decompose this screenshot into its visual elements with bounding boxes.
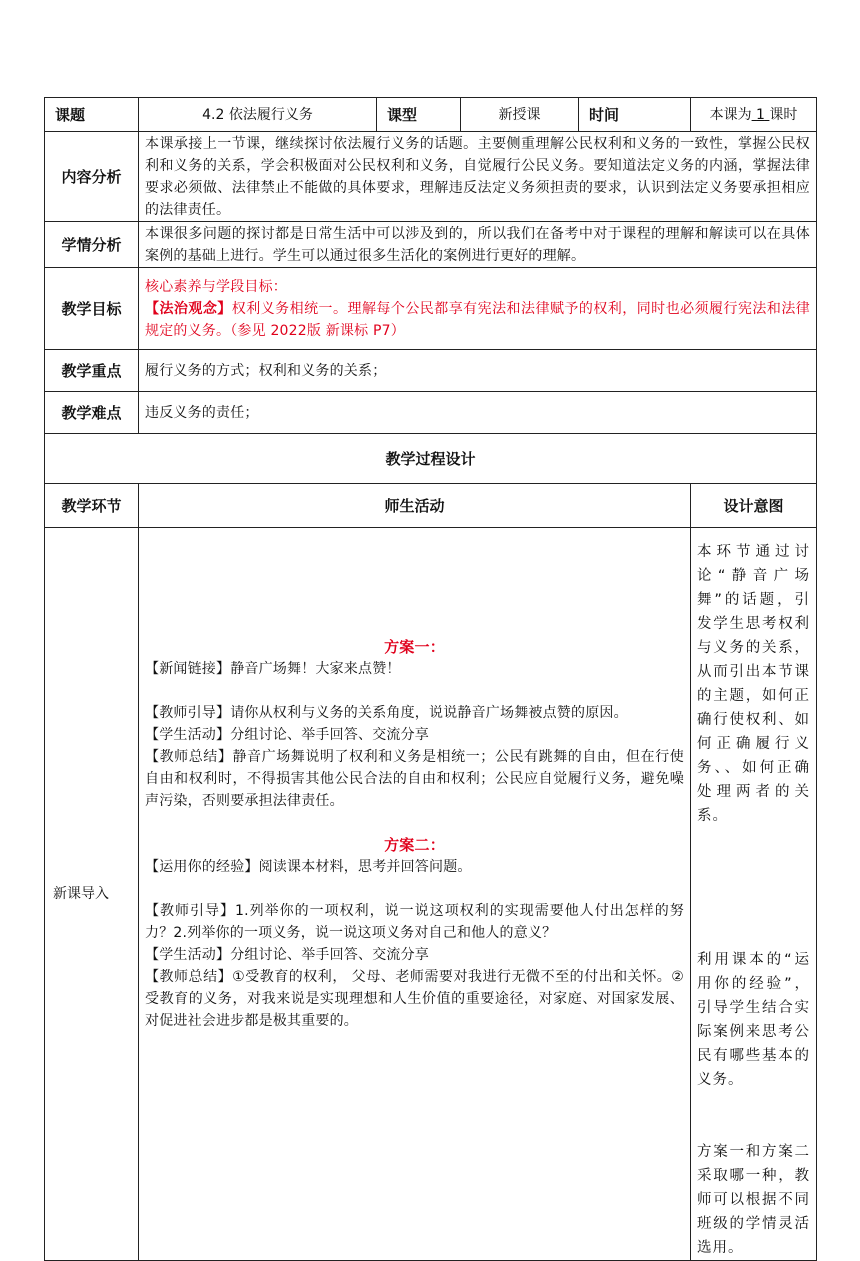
plan1-title: 方案一： xyxy=(384,638,445,656)
time-prefix: 本课为 xyxy=(709,106,752,123)
content-analysis-row xyxy=(45,132,817,222)
plan1-guide-text: 请你从权利与义务的关系角度，说说静音广场舞被点赞的原因。 xyxy=(230,705,628,721)
teaching-goals-row xyxy=(45,268,817,350)
col-stage-header: 教学环节 xyxy=(45,484,139,528)
plan2-summary-text: ①受教育的权利， 父母、老师需要对我进行无微不至的付出和关怀。②受教育的义务，对我来说是实现理想和人生价值的重要途径，对家庭、对国家发展、对促进社会进步都是极其重要的。 xyxy=(145,969,684,1029)
teaching-goals-label: 教学目标 xyxy=(45,268,139,350)
plan2-summary-tag: 【教师总结】 xyxy=(145,969,233,985)
difficulties-row xyxy=(45,392,817,434)
plan1-activity xyxy=(145,724,684,746)
time-value xyxy=(691,98,817,132)
plan1-activity-tag: 【学生活动】 xyxy=(145,727,231,743)
teaching-goals-text xyxy=(139,268,817,350)
time-suffix: 课时 xyxy=(769,106,798,123)
col-activity-header: 师生活动 xyxy=(139,484,691,528)
learner-analysis-label: 学情分析 xyxy=(45,222,139,268)
time-count-number: 1 xyxy=(756,106,765,123)
intent-plan1: 本环节通过讨论“静音广场舞”的话题，引发学生思考权利与义务的关系，从而引出本节课的主题，如何正确行使权利、如何正确履行义务、、如何正确处理两者的关系。 xyxy=(697,544,810,824)
plan2-guide-tag: 【教师引导】 xyxy=(145,903,236,919)
plan2-summary xyxy=(145,966,684,1032)
goals-heading: 核心素养与学段目标： xyxy=(145,278,287,295)
plan1-news-text: 静音广场舞！大家来点赞！ xyxy=(230,661,401,677)
plan1-news xyxy=(145,658,684,680)
content-analysis-text: 本课承接上一节课，继续探讨依法履行义务的话题。主要侧重理解公民权利和义务的一致性，掌握公民权利和义务的关系，学会积极面对公民权利和义务，自觉履行公民义务。要知道法定义务的内涵，掌握法律要求必须做、法律禁止不能做的具体要求，理解违反法定义务须担责的要求，认识到法定义务要承担相应的法律责任。 xyxy=(139,132,817,222)
plan1-news-tag: 【新闻链接】 xyxy=(145,661,231,677)
topic-value: 4.2 依法履行义务 xyxy=(139,98,377,132)
learner-analysis-text: 本课很多问题的探讨都是日常生活中可以涉及到的，所以我们在备考中对于课程的理解和解读可以在具体案例的基础上进行。学生可以通过很多生活化的案例进行更好的理解。 xyxy=(139,222,817,268)
intent-choice: 方案一和方案二采取哪一种，教师可以根据不同班级的学情灵活选用。 xyxy=(697,1144,810,1256)
plan2-exp-tag: 【运用你的经验】 xyxy=(145,859,259,875)
time-label: 时间 xyxy=(579,98,691,132)
goals-detail: 权利义务相统一。理解每个公民都享有宪法和法律赋予的权利，同时也必须履行宪法和法律规定的义务。（参见 2022版 新课标 P7） xyxy=(145,300,811,339)
time-count xyxy=(752,107,770,123)
type-label: 课型 xyxy=(377,98,461,132)
process-title-row xyxy=(45,434,817,484)
goals-body xyxy=(145,298,810,342)
plan1-summary xyxy=(145,746,684,812)
goals-tag: 【法治观念】 xyxy=(145,300,232,317)
intent-cell xyxy=(691,528,817,1261)
plan1-summary-text: 静音广场舞说明了权利和义务是相统一；公民有跳舞的自由，但在行使自由和权利时，不得损害其他公民合法的自由和权利；公民应自觉履行义务，避免噪声污染，否则要承担法律责任。 xyxy=(145,749,684,809)
plan1-activity-text: 分组讨论、举手回答、交流分享 xyxy=(230,727,430,743)
plan1-guide xyxy=(145,702,684,724)
difficulties-text: 违反义务的责任； xyxy=(139,392,817,434)
process-body-row xyxy=(45,528,817,1261)
header-row xyxy=(45,98,817,132)
plan2-guide-text: 1.列举你的一项权利，说一说这项权利的实现需要他人付出怎样的努力？2.列举你的一项义务，说一说这项义务对自己和他人的意义？ xyxy=(145,903,684,941)
learner-analysis-row xyxy=(45,222,817,268)
key-points-text: 履行义务的方式；权利和义务的关系； xyxy=(139,350,817,392)
process-title: 教学过程设计 xyxy=(45,434,817,484)
process-header-row xyxy=(45,484,817,528)
topic-label: 课题 xyxy=(45,98,139,132)
lesson-plan-sheet xyxy=(44,97,816,1261)
plan1-guide-tag: 【教师引导】 xyxy=(145,705,231,721)
key-points-row xyxy=(45,350,817,392)
plan2-exp xyxy=(145,856,684,878)
plan2-activity-text: 分组讨论、举手回答、交流分享 xyxy=(230,947,430,963)
plan2-exp-text: 阅读课本材料，思考并回答问题。 xyxy=(258,859,472,875)
intent-plan2: 利用课本的“运用你的经验”，引导学生结合实际案例来思考公民有哪些基本的义务。 xyxy=(697,952,810,1088)
activity-cell xyxy=(139,528,691,1261)
difficulties-label: 教学难点 xyxy=(45,392,139,434)
key-points-label: 教学重点 xyxy=(45,350,139,392)
plan2-activity-tag: 【学生活动】 xyxy=(145,947,231,963)
plan2-activity xyxy=(145,944,684,966)
plan2-guide xyxy=(145,900,684,944)
content-analysis-label: 内容分析 xyxy=(45,132,139,222)
col-intent-header: 设计意图 xyxy=(691,484,817,528)
type-value: 新授课 xyxy=(461,98,579,132)
plan2-title: 方案二： xyxy=(384,836,445,854)
plan1-summary-tag: 【教师总结】 xyxy=(145,749,233,765)
lesson-plan-table xyxy=(44,97,817,1261)
stage-cell: 新课导入 xyxy=(45,528,139,1261)
